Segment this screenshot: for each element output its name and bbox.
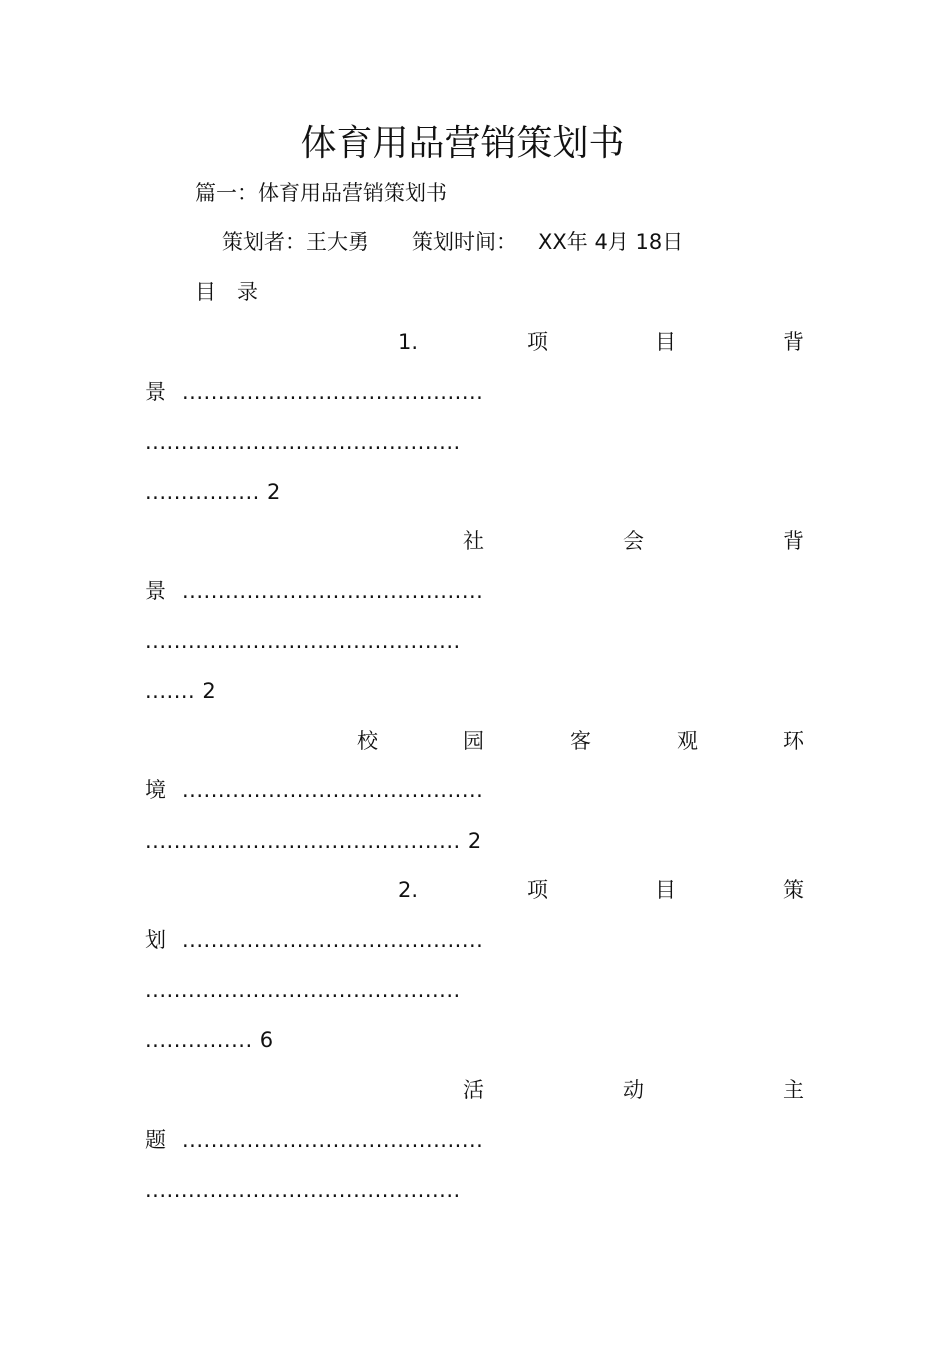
- toc-entry5-char: 主: [783, 1078, 804, 1102]
- toc-entry2-char: 社: [463, 529, 484, 553]
- toc-entry1-page: ................ 2: [145, 480, 281, 504]
- toc-entry3-char: 境: [145, 778, 166, 802]
- toc-entry3-char: 观: [677, 729, 698, 753]
- toc-entry4-leader: ............................................: [145, 978, 461, 1002]
- toc-entry4-char: 划: [145, 928, 166, 952]
- toc-entry5-leader: ............................................: [145, 1178, 461, 1202]
- document-title: 体育用品营销策划书: [300, 123, 625, 164]
- toc-entry4-page: ............... 6: [145, 1028, 274, 1052]
- toc-entry5-char: 题: [145, 1128, 166, 1152]
- time-label: 策划时间：: [412, 230, 517, 254]
- toc-entry1-number: 1.: [398, 330, 419, 354]
- toc-entry5-char: 活: [463, 1078, 484, 1102]
- toc-entry1-leader: ............................................: [145, 430, 461, 454]
- toc-entry2-char: 会: [623, 529, 644, 553]
- document-subtitle: 篇一：体育用品营销策划书: [195, 181, 447, 205]
- toc-entry4-char: 策: [783, 878, 804, 902]
- toc-entry3-page: ............................................ 2: [145, 829, 482, 853]
- toc-entry2-leader: ............................................: [145, 629, 461, 653]
- toc-entry2-char: 景: [145, 579, 166, 603]
- toc-entry2-page: ....... 2: [145, 679, 217, 703]
- toc-entry2-leader: ..........................................: [182, 579, 484, 603]
- toc-entry1-char: 项: [527, 330, 548, 354]
- toc-entry1-char: 景: [145, 380, 166, 404]
- toc-entry3-leader: ..........................................: [182, 778, 484, 802]
- author-line: 策划者：王大勇: [222, 230, 369, 254]
- toc-entry3-char: 环: [783, 729, 804, 753]
- toc-entry1-leader: ..........................................: [182, 380, 484, 404]
- toc-heading: 目 录: [195, 280, 258, 304]
- toc-entry4-char: 目: [655, 878, 676, 902]
- toc-entry2-char: 背: [783, 529, 804, 553]
- date-value: XX年 4月 18日: [538, 230, 684, 254]
- toc-entry4-leader: ..........................................: [182, 928, 484, 952]
- toc-entry1-char: 背: [783, 330, 804, 354]
- toc-entry1-char: 目: [655, 330, 676, 354]
- toc-entry3-char: 园: [463, 729, 484, 753]
- toc-entry5-char: 动: [623, 1078, 644, 1102]
- toc-entry4-number: 2.: [398, 878, 419, 902]
- toc-entry4-char: 项: [527, 878, 548, 902]
- toc-entry3-char: 客: [570, 729, 591, 753]
- toc-entry3-char: 校: [357, 729, 378, 753]
- toc-entry5-leader: ..........................................: [182, 1128, 484, 1152]
